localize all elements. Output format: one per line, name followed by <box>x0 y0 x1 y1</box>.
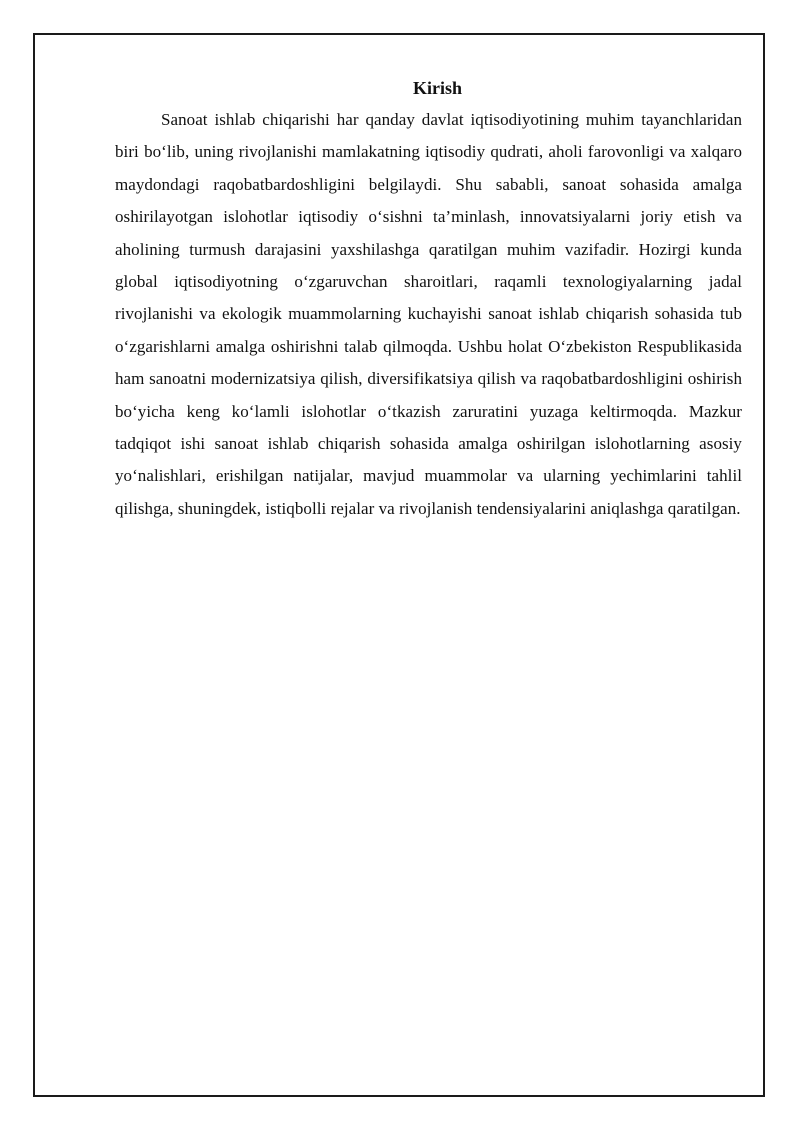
section-title: Kirish <box>412 78 462 98</box>
intro-paragraph: Sanoat ishlab chiqarishi har qanday davlat iqtisodiyotining muhim tayanchlaridan biri bo‘lib, uning rivojlanishi mamlakatning iqtisodiy qudrati, aholi farovonligi va xalqaro maydondagi raqobatbardoshligini belgilaydi. Shu sababli, sanoat sohasida amalga oshirilayotgan islohotlar iqtisodiy o‘sishni ta’minlash, innovatsiyalarni joriy etish va aholining turmush darajasini yaxshilashga qaratilgan muhim vazifadir. Hozirgi kunda global iqtisodiyotning o‘zgaruvchan sharoitlari, raqamli texnologiyalarning jadal rivojlanishi va ekologik muammolarning kuchayishi sanoat ishlab chiqarish sohasida tub o‘zgarishlarni amalga oshirishni talab qilmoqda. Ushbu holat O‘zbekiston Respublikasida ham sanoatni modernizatsiya qilish, diversifikatsiya qilish va raqobatbardoshligini oshirish bo‘yicha keng ko‘lamli islohotlar o‘tkazish zaruratini yuzaga keltirmoqda. Mazkur tadqiqot ishi sanoat ishlab chiqarish sohasida amalga oshirilgan islohotlarning asosiy yo‘nalishlari, erishilgan natijalar, mavjud muammolar va ularning yechimlarini tahlil qilishga, shuningdek, istiqbolli rejalar va rivojlanish tendensiyalarini aniqlashga qaratilgan. <box>115 110 742 518</box>
document-body <box>115 74 742 525</box>
